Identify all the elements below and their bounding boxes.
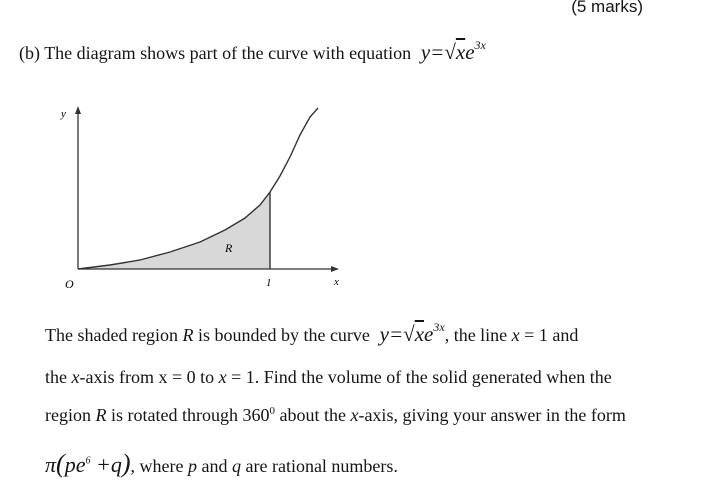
tick-label-1: 1 xyxy=(266,277,272,289)
y-axis-label: y xyxy=(61,108,66,120)
origin-label: O xyxy=(65,277,74,291)
body-line-1: The shaded region R is bounded by the curve $y=√xe^{3x}$, the line x = 1 and xyxy=(45,320,579,346)
region-r-shading xyxy=(78,192,270,269)
x-axis-label: x xyxy=(334,276,339,288)
x-axis-arrow xyxy=(331,266,339,272)
region-label: R xyxy=(225,241,233,255)
body-line-4: $\pi(pe^6 +q)$, where p and q are rational numbers. xyxy=(45,449,398,478)
body-line-2: the x-axis from x = 0 to x = 1. Find the volume of the solid generated when the xyxy=(45,367,612,387)
intro-text: The diagram shows part of the curve with equation xyxy=(44,43,412,63)
marks-label: (5 marks) xyxy=(571,0,643,16)
y-axis-arrow xyxy=(75,106,81,114)
body-line-3: region R is rotated through $360^0$ about the x-axis, giving your answer in the form xyxy=(45,405,626,425)
answer-form: $\pi(pe^6 +q)$ xyxy=(45,449,131,478)
curve-equation: $y=√xe^{3x}$ xyxy=(420,38,486,64)
part-label: (b) xyxy=(19,43,40,63)
curve-equation-inline: $y=√xe^{3x}$ xyxy=(379,320,445,346)
